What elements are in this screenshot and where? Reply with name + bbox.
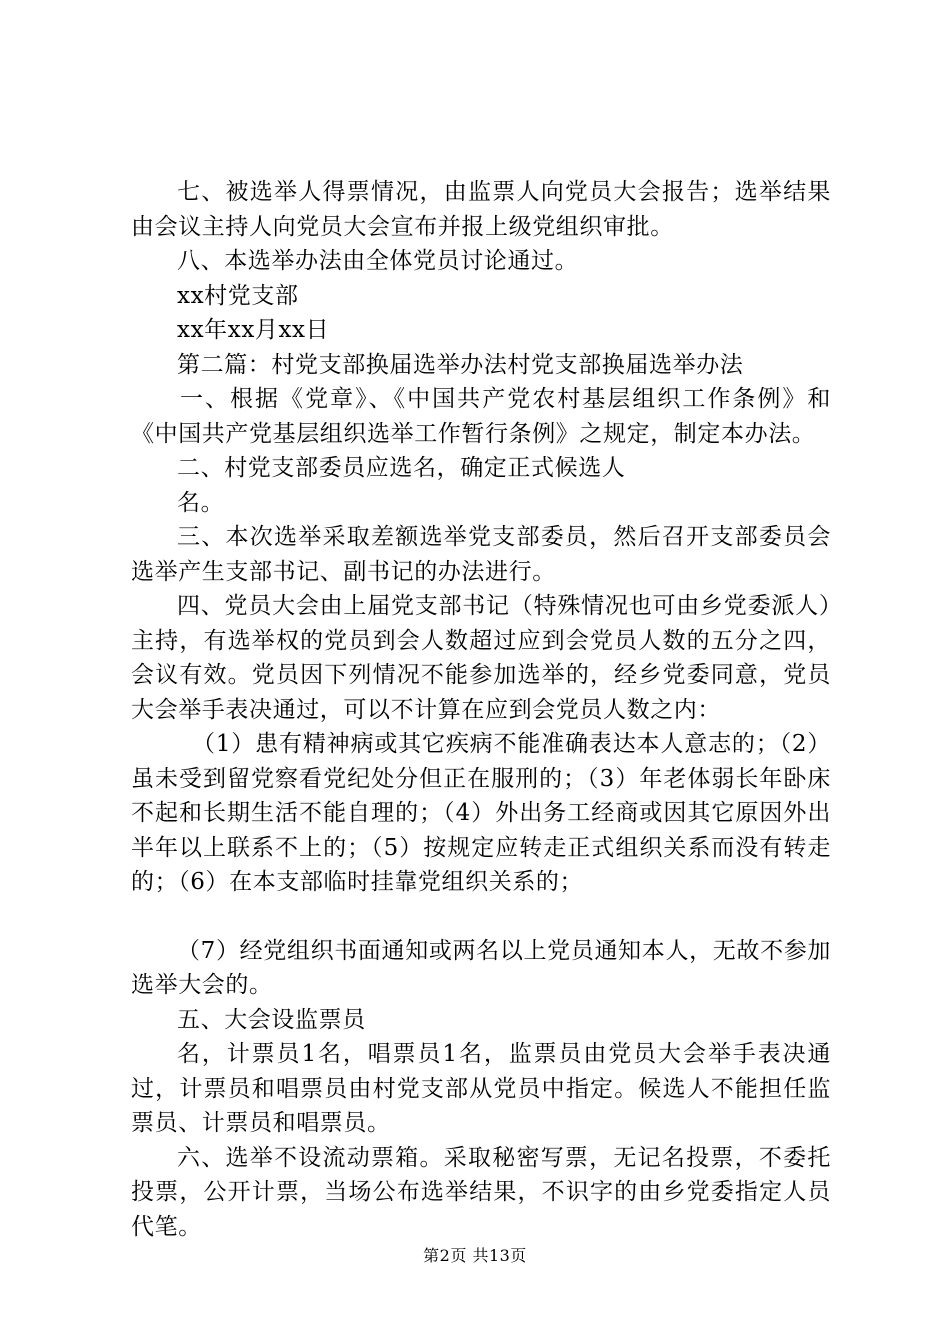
signature-date: xx年xx月xx日 <box>177 317 330 343</box>
paragraph-item-three: 三、本次选举采取差额选举党支部委员，然后召开支部委员会选举产生支部书记、副书记的办法进行。 <box>131 524 831 585</box>
section-heading: 第二篇：村党支部换届选举办法村党支部换届选举办法 <box>177 351 744 378</box>
paragraph-item-two-continued: 名。 <box>177 489 225 516</box>
paragraph-exclusion-list: （1）患有精神病或其它疾病不能准确表达本人意志的；（2）虽未受到留党察看党纪处分但正在服刑的；（3）年老体弱长年卧床不起和长期生活不能自理的；（4）外出务工经商或因其它原因外出半年以上联系不上的；（5）按规定应转走正式组织关系而没有转走的；（6）在本支部临时挂靠党组织关系的； <box>131 731 831 895</box>
document-body <box>131 175 831 1244</box>
paragraph-item-four: 四、党员大会由上届党支部书记（特殊情况也可由乡党委派人）主持，有选举权的党员到会人数超过应到会党员人数的五分之四，会议有效。党员因下列情况不能参加选举的，经乡党委同意，党员大会举手表决通过，可以不计算在应到会党员人数之内： <box>131 593 831 723</box>
paragraph-article-eight: 八、本选举办法由全体党员讨论通过。 <box>177 248 579 274</box>
paragraph-article-seven: 七、被选举人得票情况，由监票人向党员大会报告；选举结果由会议主持人向党员大会宣布并报上级党组织审批。 <box>131 179 831 240</box>
paragraph-item-two: 二、村党支部委员应选名，确定正式候选人 <box>177 455 626 481</box>
page-footer: 第2页 共13页 <box>423 1246 527 1265</box>
paragraph-item-one: 一、根据《党章》、《中国共产党农村基层组织工作条例》和《中国共产党基层组织选举工作暂行条例》之规定，制定本办法。 <box>131 386 831 447</box>
paragraph-item-six: 六、选举不设流动票箱。采取秘密写票，无记名投票，不委托投票，公开计票，当场公布选举结果，不识字的由乡党委指定人员代笔。 <box>131 1144 831 1240</box>
paragraph-item-five: 五、大会设监票员 <box>177 1006 366 1033</box>
signature-branch: xx村党支部 <box>177 282 299 309</box>
paragraph-item-five-continued: 名，计票员1名，唱票员1名，监票员由党员大会举手表决通过，计票员和唱票员由村党支部从党员中指定。候选人不能担任监票员、计票员和唱票员。 <box>131 1041 831 1136</box>
blank-line <box>131 900 831 934</box>
paragraph-exclusion-seven: （7）经党组织书面通知或两名以上党员通知本人，无故不参加选举大会的。 <box>131 937 831 998</box>
